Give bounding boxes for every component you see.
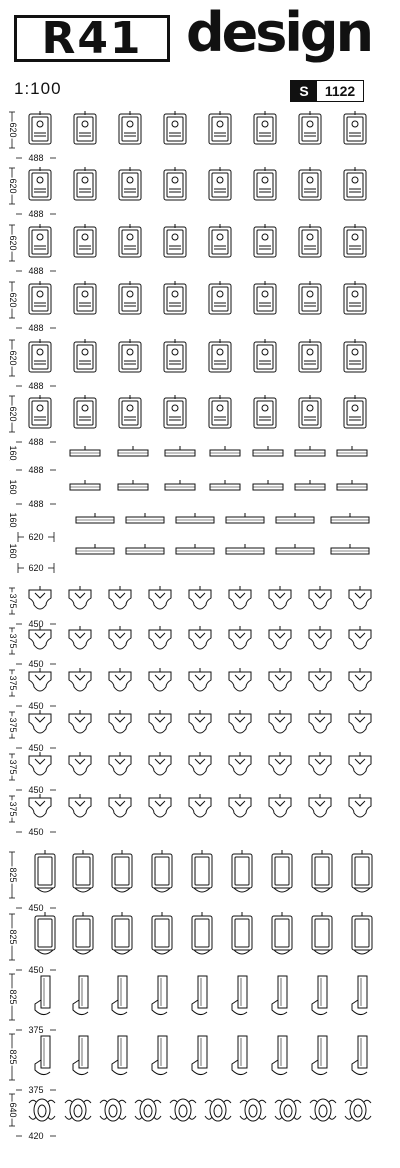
symbol-row-urinal [8,850,372,913]
symbol-row-urinal [8,912,372,975]
dimension-bottom-label: 450 [28,701,44,711]
dimension-side-label: 620 [8,178,18,194]
symbol-row-urinal-side [8,1034,367,1095]
dimension-bottom-label: 450 [28,965,44,975]
sheet-prefix: S [291,81,317,101]
symbol-row-toilet [8,111,366,163]
dimension-bottom-label: 450 [28,827,44,837]
dimension-bottom-label: 450 [28,785,44,795]
symbol-row-sink [8,626,371,669]
dimension-side-label: 375 [8,633,18,649]
symbol-row-longbar [8,543,369,573]
symbol-row-urinal-side [8,974,367,1035]
dimension-side-label: 825 [8,1049,18,1065]
dimension-bottom-label: 375 [28,1025,44,1035]
dimension-bottom-label: 620 [28,532,44,542]
brand-box-text: R41 [41,12,143,64]
dimension-side-label: 825 [8,929,18,945]
sheet-number: 1122 [324,83,356,99]
dimension-bottom-label: 488 [28,499,44,509]
symbol-row-sink [8,668,371,711]
symbol-row-sink [8,586,371,629]
dimension-side-label: 825 [8,867,18,883]
dimension-side-label: 375 [8,675,18,691]
symbol-row-sink [8,710,371,753]
dimension-bottom-label: 488 [28,323,44,333]
symbol-row-sink [8,752,371,795]
dimension-side-label: 825 [8,989,18,1005]
symbol-row-toilet [8,224,366,276]
symbol-row-bar [8,479,367,509]
dimension-side-label: 620 [8,292,18,308]
dimension-bottom-label: 450 [28,619,44,629]
brand-wordmark: design [186,1,372,64]
symbol-row-toilet [8,167,366,219]
dimension-bottom-label: 450 [28,903,44,913]
symbol-row-toilet [8,339,366,391]
symbol-row-sink [8,794,371,837]
dimension-side-label: 375 [8,801,18,817]
dimension-side-label: 375 [8,717,18,733]
dimension-side-label: 640 [8,1102,18,1118]
dimension-bottom-label: 420 [28,1131,44,1141]
dimension-side-label: 375 [8,593,18,609]
dimension-side-label: 160 [8,479,18,495]
dimension-side-label: 160 [8,445,18,461]
dimension-bottom-label: 450 [28,743,44,753]
dimension-bottom-label: 488 [28,465,44,475]
dimension-side-label: 620 [8,122,18,138]
symbol-row-toilet [8,395,366,447]
dimension-side-label: 620 [8,350,18,366]
dimension-bottom-label: 488 [28,437,44,447]
dimension-side-label: 620 [8,235,18,251]
scale-label: 1:100 [14,79,62,98]
dimension-bottom-label: 450 [28,659,44,669]
dimension-bottom-label: 620 [28,563,44,573]
symbol-row-toilet [8,281,366,333]
symbol-row-bidet [8,1094,371,1141]
dimension-bottom-label: 488 [28,381,44,391]
dimension-side-label: 620 [8,406,18,422]
dimension-bottom-label: 488 [28,266,44,276]
dimension-side-label: 160 [8,543,18,559]
symbol-row-bar [8,445,367,475]
dimension-bottom-label: 488 [28,153,44,163]
dimension-side-label: 375 [8,759,18,775]
symbol-row-longbar [8,512,369,542]
dimension-side-label: 160 [8,512,18,528]
dimension-bottom-label: 488 [28,209,44,219]
dimension-bottom-label: 375 [28,1085,44,1095]
